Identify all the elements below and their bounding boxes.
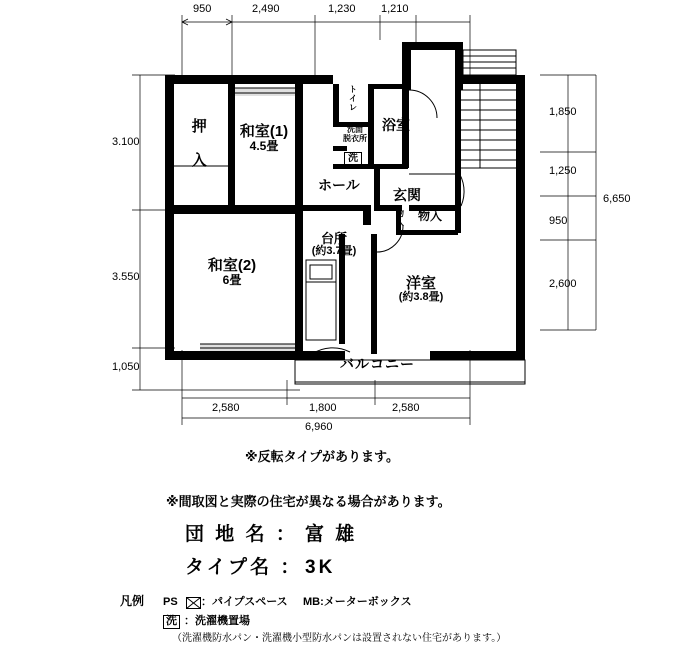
legend-title: 凡例 [120, 594, 145, 608]
dim-top-4: 1,210 [381, 3, 409, 15]
room-label-monoire-small: 物 入 [396, 209, 404, 227]
room-label-monoire: 物入 [418, 209, 443, 223]
washer-space-marker: 洗 [344, 152, 362, 165]
yoshitsu-name: 洋室 [405, 275, 436, 292]
dim-bottom-2: 1,800 [309, 402, 337, 414]
dim-right-4: 2,600 [549, 278, 577, 290]
dim-top-2: 2,490 [252, 3, 280, 15]
room-label-toilet: ト イ レ [349, 85, 357, 112]
legend-mb: MB:メーターボックス [303, 596, 412, 608]
legend-sen-key: 洗 [163, 615, 180, 629]
dim-left-1: 3.100 [112, 136, 140, 148]
room-label-hall: ホール [318, 177, 360, 193]
type-name-value: 3K [305, 557, 336, 578]
washitsu1-size: 4.5畳 [249, 138, 279, 153]
legend-sen-value: ：洗濯機置場 [184, 615, 250, 627]
dim-right-2: 1,250 [549, 165, 577, 177]
room-label-genkan: 玄関 [393, 187, 421, 203]
washitsu1-name: 和室(1) [239, 123, 289, 140]
room-label-balcony: バルコニー [340, 356, 415, 372]
dim-bottom-1: 2,580 [212, 402, 240, 414]
room-label-yoshitsu [382, 276, 460, 303]
daidokoro-size: (約3.7畳) [311, 244, 357, 257]
room-label-washitsu1 [232, 124, 296, 152]
dim-left-3: 1,050 [112, 361, 140, 373]
washitsu2-size: 6畳 [222, 272, 242, 287]
yoshitsu-size: (約3.8畳) [398, 290, 444, 303]
room-label-washitsu2 [198, 258, 266, 286]
room-label-oshiire: 押 入 [189, 118, 207, 168]
estate-name-label: 団 地 名 ： [185, 524, 298, 545]
dim-top-3: 1,230 [328, 3, 356, 15]
estate-name-value: 富 雄 [305, 524, 358, 545]
type-name-label: タイプ名 ： [185, 557, 303, 578]
dim-right-3: 950 [549, 215, 568, 227]
room-label-yokushitsu: 浴室 [382, 117, 410, 133]
dim-top-1: 950 [193, 3, 212, 15]
daidokoro-name: 台所 [320, 231, 347, 246]
washitsu2-name: 和室(2) [207, 257, 257, 274]
room-label-senmen-datsuijo: 洗面 脱衣所 [343, 125, 367, 143]
room-label-daidokoro [298, 232, 370, 257]
dim-right-1: 1,850 [549, 106, 577, 118]
legend-ps-key: PS [163, 596, 178, 608]
dim-bottom-3: 2,580 [392, 402, 420, 414]
legend-ps-value: ：パイプスペース [201, 596, 288, 608]
dim-left-2: 3.550 [112, 271, 140, 283]
pipe-space-hatch-icon [186, 597, 201, 609]
difference-note: ※間取図と実際の住宅が異なる場合があります。 [166, 494, 451, 509]
dim-right-total: 6,650 [603, 193, 631, 205]
dim-bottom-total: 6,960 [305, 421, 333, 433]
reverse-type-note: ※反転タイプがあります。 [245, 449, 399, 464]
legend-footnote: （洗濯機防水パン・洗濯機小型防水パンは設置されない住宅があります。） [172, 633, 507, 644]
